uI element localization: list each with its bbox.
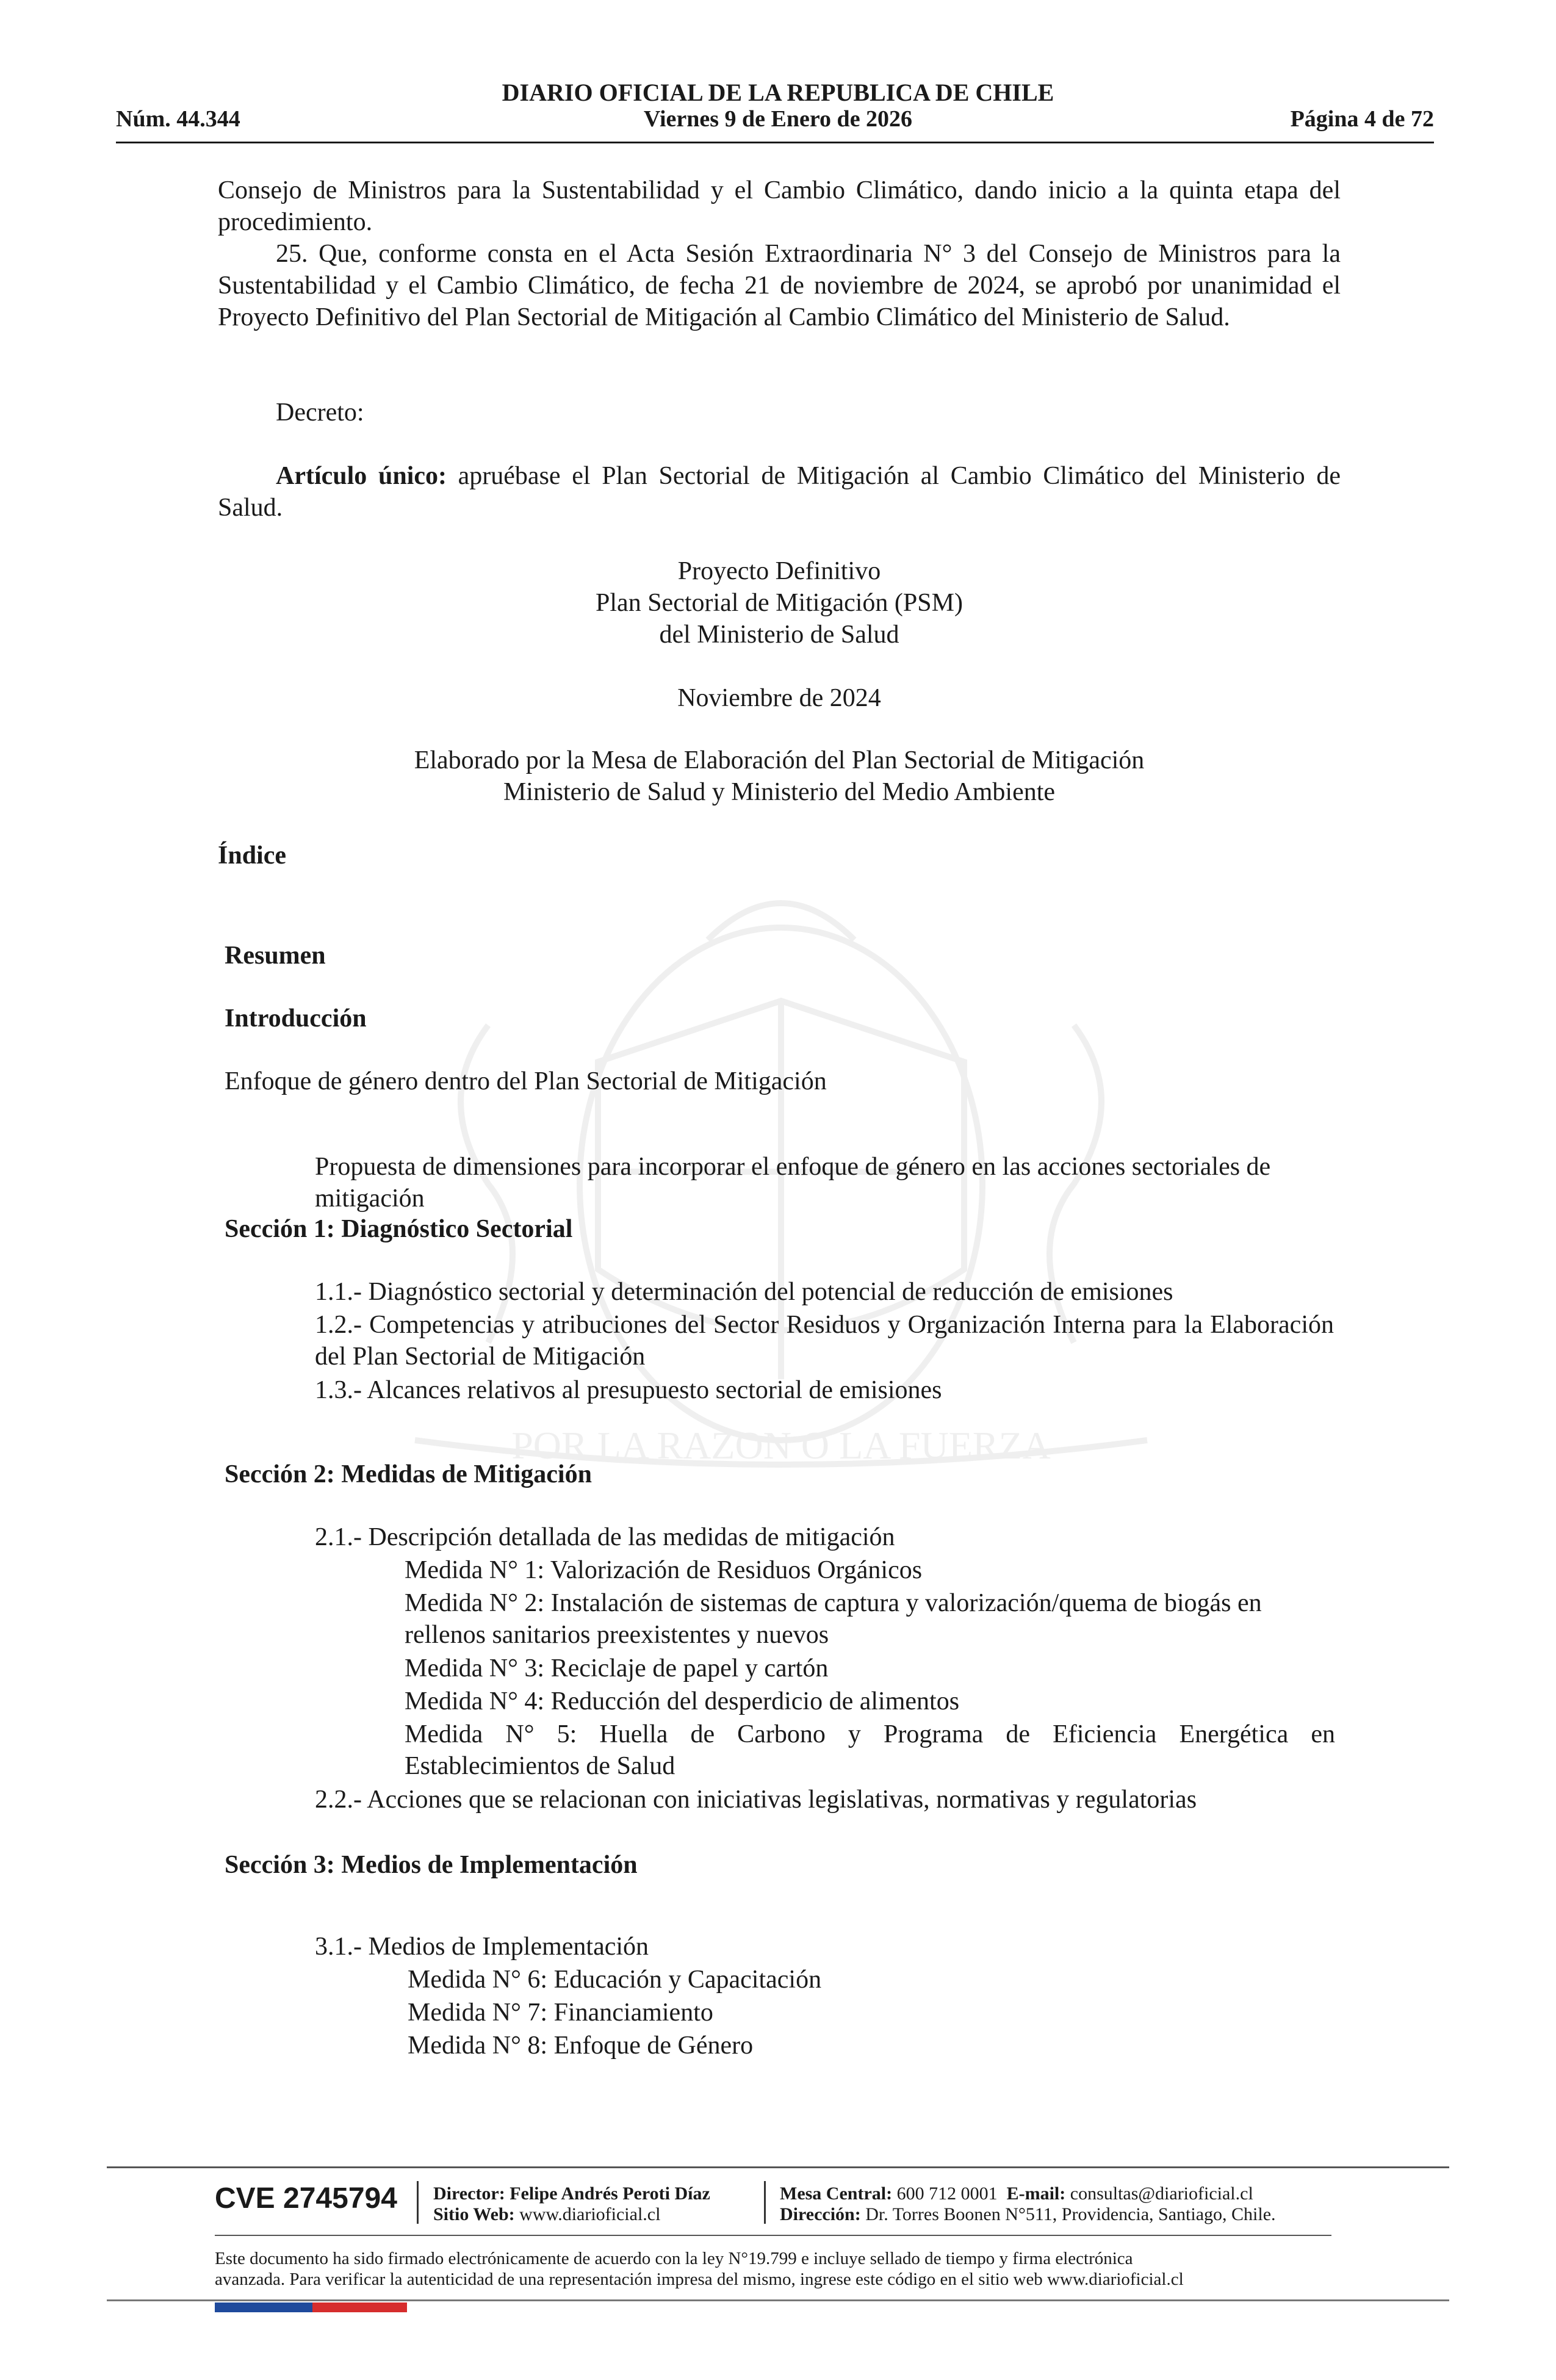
index-1-2: 1.2.- Competencias y atribuciones del Sector Residuos y Organización Interna para la Elaboración del Plan Sectorial de Mitigación bbox=[315, 1311, 1334, 1371]
paragraph-continuation: Consejo de Ministros para la Sustentabilidad y el Cambio Climático, dando inicio a la quinta etapa del procedimiento. bbox=[218, 176, 1341, 236]
footer-note-1: Este documento ha sido firmado electrónicamente de acuerdo con la ley N°19.799 e incluye sellado de tiempo y firma electrónica bbox=[215, 2249, 1133, 2268]
footer-director bbox=[433, 2183, 710, 2204]
flag-stripe-blue bbox=[215, 2302, 312, 2312]
index-medida-7: Medida N° 7: Financiamiento bbox=[408, 1999, 713, 2027]
mesa-value: 600 712 0001 bbox=[896, 2183, 998, 2204]
index-medida-6: Medida N° 6: Educación y Capacitación bbox=[408, 1966, 822, 1994]
footer-note-2: avanzada. Para verificar la autenticidad de una representación impresa del mismo, ingrese este código en el sitio web www.diarioficial.cl bbox=[215, 2270, 1184, 2289]
articulo-paragraph bbox=[218, 460, 1341, 524]
title-line-1: Proyecto Definitivo bbox=[677, 557, 881, 585]
index-seccion-1: Sección 1: Diagnóstico Sectorial bbox=[225, 1215, 573, 1243]
index-medida-1: Medida N° 1: Valorización de Residuos Orgánicos bbox=[405, 1556, 923, 1584]
mesa-label: Mesa Central: bbox=[780, 2183, 893, 2204]
elaborado-line-1: Elaborado por la Mesa de Elaboración del Plan Sectorial de Mitigación bbox=[414, 746, 1145, 774]
index-heading: Índice bbox=[218, 842, 287, 870]
publication-title: DIARIO OFICIAL DE LA REPUBLICA DE CHILE bbox=[502, 79, 1054, 106]
index-seccion-2: Sección 2: Medidas de Mitigación bbox=[225, 1460, 592, 1488]
index-medida-2: Medida N° 2: Instalación de sistemas de captura y valorización/quema de biogás en rellenos sanitarios preexistentes y nuevos bbox=[405, 1589, 1262, 1649]
footer-web bbox=[433, 2204, 660, 2225]
watermark-motto: POR LA RAZON O LA FUERZA bbox=[511, 1424, 1051, 1467]
index-2-1: 2.1.- Descripción detallada de las medidas de mitigación bbox=[315, 1523, 895, 1551]
director-value: Felipe Andrés Peroti Díaz bbox=[510, 2183, 710, 2204]
index-resumen: Resumen bbox=[225, 942, 326, 970]
footer-separator-2 bbox=[764, 2181, 766, 2224]
footer-address bbox=[780, 2204, 1276, 2225]
index-propuesta: Propuesta de dimensiones para incorporar el enfoque de género en las acciones sectoriales de mitigación bbox=[315, 1153, 1271, 1213]
address-label: Dirección: bbox=[780, 2204, 861, 2224]
page-indicator: Página 4 de 72 bbox=[1290, 106, 1434, 132]
index-medida-3: Medida N° 3: Reciclaje de papel y cartón bbox=[405, 1654, 829, 1682]
index-enfoque: Enfoque de género dentro del Plan Sectorial de Mitigación bbox=[225, 1067, 827, 1095]
paragraph-25: 25. Que, conforme consta en el Acta Sesión Extraordinaria N° 3 del Consejo de Ministros para la Sustentabilidad y el Cambio Climático, de fecha 21 de noviembre de 2024, se aprobó por unanimidad el Proyecto Definitivo del Plan Sectorial de Mitigación al Cambio Climático del Ministerio de Salud. bbox=[218, 240, 1341, 331]
index-2-2: 2.2.- Acciones que se relacionan con iniciativas legislativas, normativas y regulatorias bbox=[315, 1786, 1197, 1814]
articulo-label: Artículo único: bbox=[276, 462, 447, 490]
footer-mid-rule bbox=[215, 2235, 1331, 2236]
title-date: Noviembre de 2024 bbox=[677, 684, 881, 712]
index-seccion-3: Sección 3: Medios de Implementación bbox=[225, 1851, 638, 1879]
index-medida-5: Medida N° 5: Huella de Carbono y Programa de Eficiencia Energética en Establecimientos de Salud bbox=[405, 1720, 1335, 1780]
web-label: Sitio Web: bbox=[433, 2204, 515, 2224]
title-line-2: Plan Sectorial de Mitigación (PSM) bbox=[596, 589, 963, 617]
footer-top-rule bbox=[107, 2166, 1449, 2168]
footer-separator-1 bbox=[417, 2181, 419, 2224]
index-medida-4: Medida N° 4: Reducción del desperdicio de alimentos bbox=[405, 1687, 960, 1715]
articulo-text: apruébase el Plan Sectorial de Mitigación al Cambio Climático del Ministerio de Salud. bbox=[218, 462, 1341, 522]
issue-date: Viernes 9 de Enero de 2026 bbox=[643, 106, 913, 132]
decreto-label: Decreto: bbox=[276, 398, 364, 427]
index-1-1: 1.1.- Diagnóstico sectorial y determinación del potencial de reducción de emisiones bbox=[315, 1278, 1173, 1306]
elaborado-line-2: Ministerio de Salud y Ministerio del Medio Ambiente bbox=[503, 778, 1056, 806]
header-rule bbox=[116, 142, 1434, 143]
web-link[interactable]: www.diarioficial.cl bbox=[519, 2204, 661, 2224]
cve-code: CVE 2745794 bbox=[215, 2182, 397, 2215]
index-1-3: 1.3.- Alcances relativos al presupuesto sectorial de emisiones bbox=[315, 1376, 942, 1404]
body-text bbox=[218, 175, 1341, 333]
address-value: Dr. Torres Boonen N°511, Providencia, Santiago, Chile. bbox=[865, 2204, 1276, 2224]
issue-number: Núm. 44.344 bbox=[116, 106, 240, 132]
email-label: E-mail: bbox=[1006, 2183, 1066, 2204]
flag-stripe-red bbox=[312, 2302, 407, 2312]
footer-contact bbox=[780, 2183, 1253, 2204]
director-label: Director: bbox=[433, 2183, 505, 2204]
footer-bottom-rule bbox=[107, 2299, 1449, 2301]
email-link[interactable]: consultas@diarioficial.cl bbox=[1070, 2183, 1253, 2204]
index-3-1: 3.1.- Medios de Implementación bbox=[315, 1933, 649, 1961]
index-introduccion: Introducción bbox=[225, 1004, 367, 1033]
title-line-3: del Ministerio de Salud bbox=[659, 621, 899, 649]
index-medida-8: Medida N° 8: Enfoque de Género bbox=[408, 2032, 754, 2060]
